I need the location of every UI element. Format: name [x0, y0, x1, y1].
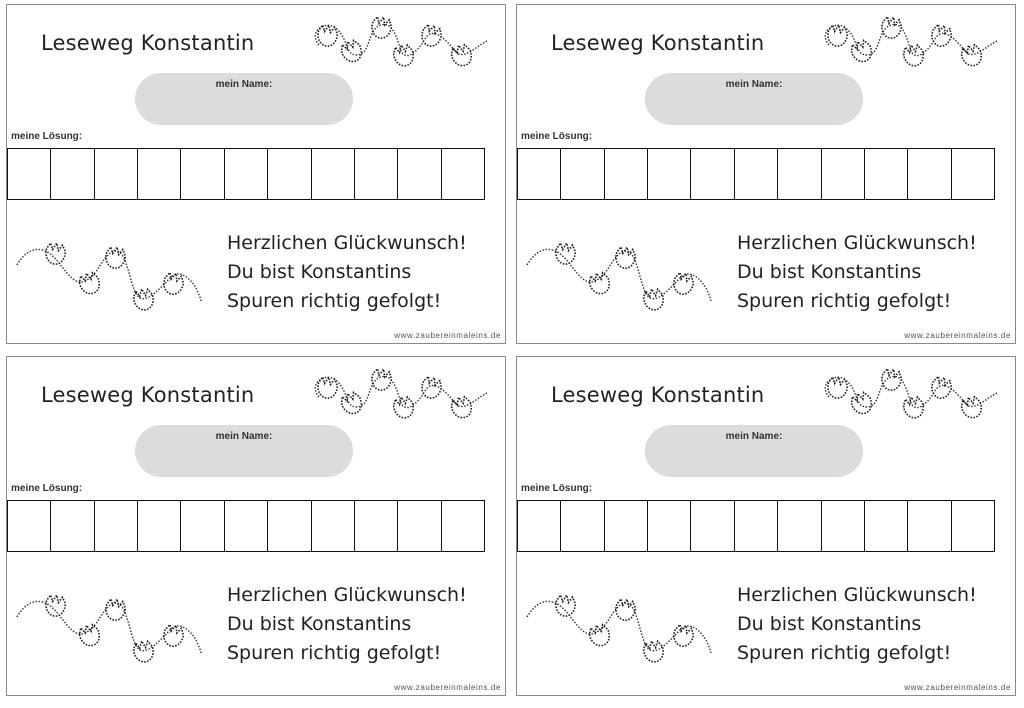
solution-boxes: [517, 500, 995, 552]
footprint-icon: [339, 390, 364, 416]
solution-box[interactable]: [908, 149, 951, 199]
certificate-card-4: [516, 356, 1016, 696]
solution-box[interactable]: [181, 149, 224, 199]
solution-box[interactable]: [865, 149, 908, 199]
solution-box[interactable]: [355, 501, 398, 551]
footprint-icon: [826, 24, 849, 48]
solution-box[interactable]: [648, 501, 691, 551]
footprint-trail-icon: [807, 363, 1007, 433]
card-title: Leseweg Konstantin: [41, 31, 255, 55]
footprint-icon: [826, 376, 849, 400]
congrats-line: Spuren richtig gefolgt!: [227, 642, 442, 664]
footprint-icon: [960, 43, 984, 68]
footer-url: www.zaubereinmaleins.de: [394, 331, 501, 340]
solution-box[interactable]: [908, 501, 951, 551]
solution-box[interactable]: [952, 501, 994, 551]
solution-box[interactable]: [95, 501, 138, 551]
solution-box[interactable]: [605, 501, 648, 551]
footprint-icon: [419, 22, 444, 48]
congrats-line: Herzlichen Glückwunsch!: [737, 232, 977, 254]
footprint-icon: [161, 623, 186, 649]
solution-boxes: [7, 500, 485, 552]
solution-box[interactable]: [735, 149, 778, 199]
footprint-icon: [104, 597, 127, 622]
footprint-trail-icon: [807, 11, 1007, 81]
solution-box[interactable]: [561, 501, 604, 551]
footprint-icon: [671, 623, 696, 649]
footprint-icon: [643, 288, 665, 311]
solution-box[interactable]: [605, 149, 648, 199]
solution-box[interactable]: [95, 149, 138, 199]
footprint-icon: [339, 38, 364, 64]
congrats-line: Herzlichen Glückwunsch!: [227, 232, 467, 254]
footprint-icon: [369, 15, 393, 40]
footprint-icon: [161, 271, 186, 297]
solution-box[interactable]: [778, 501, 821, 551]
solution-box[interactable]: [312, 149, 355, 199]
footprint-icon: [78, 271, 102, 296]
footprint-icon: [902, 43, 925, 67]
footprint-icon: [392, 43, 415, 67]
footer-url: www.zaubereinmaleins.de: [904, 683, 1011, 692]
card-title: Leseweg Konstantin: [551, 383, 765, 407]
certificate-card-2: [516, 4, 1016, 344]
congratulation-text: [737, 229, 977, 316]
congrats-line: Spuren richtig gefolgt!: [737, 642, 952, 664]
footprint-icon: [44, 242, 67, 266]
solution-label: meine Lösung:: [521, 131, 593, 142]
footprint-icon: [643, 640, 665, 663]
solution-box[interactable]: [225, 501, 268, 551]
certificate-card-3: [6, 356, 506, 696]
name-label: mein Name:: [725, 79, 783, 90]
card-title: Leseweg Konstantin: [551, 31, 765, 55]
footprint-icon: [554, 594, 577, 618]
footprint-icon: [588, 271, 612, 296]
footprint-icon: [419, 374, 444, 400]
footprint-icon: [44, 594, 67, 618]
solution-box[interactable]: [442, 149, 484, 199]
congrats-line: Spuren richtig gefolgt!: [227, 290, 442, 312]
solution-box[interactable]: [8, 149, 51, 199]
solution-box[interactable]: [822, 149, 865, 199]
footprint-icon: [614, 597, 637, 622]
name-field[interactable]: [645, 425, 863, 477]
solution-box[interactable]: [268, 501, 311, 551]
footprint-icon: [316, 376, 339, 400]
footprint-icon: [902, 395, 925, 419]
solution-box[interactable]: [778, 149, 821, 199]
footprint-icon: [450, 395, 474, 420]
solution-boxes: [7, 148, 485, 200]
solution-box[interactable]: [691, 501, 734, 551]
footprint-icon: [879, 15, 903, 40]
congratulation-text: [737, 581, 977, 668]
solution-box[interactable]: [518, 501, 561, 551]
solution-box[interactable]: [822, 501, 865, 551]
footprint-icon: [929, 374, 954, 400]
solution-box[interactable]: [51, 149, 94, 199]
footprint-icon: [133, 288, 155, 311]
footer-url: www.zaubereinmaleins.de: [394, 683, 501, 692]
solution-box[interactable]: [138, 501, 181, 551]
congrats-line: Du bist Konstantins: [737, 261, 922, 283]
footprint-icon: [392, 395, 415, 419]
congrats-line: Du bist Konstantins: [227, 613, 412, 635]
footprint-trail-icon: [11, 231, 211, 321]
congratulation-text: [227, 581, 467, 668]
solution-box[interactable]: [355, 149, 398, 199]
solution-box[interactable]: [181, 501, 224, 551]
name-label: mein Name:: [725, 431, 783, 442]
footprint-icon: [554, 242, 577, 266]
name-field[interactable]: [135, 425, 353, 477]
congrats-line: Du bist Konstantins: [737, 613, 922, 635]
solution-box[interactable]: [225, 149, 268, 199]
footprint-icon: [133, 640, 155, 663]
solution-box[interactable]: [952, 149, 994, 199]
footprint-icon: [104, 245, 127, 270]
footprint-icon: [671, 271, 696, 297]
footprint-icon: [849, 38, 874, 64]
solution-box[interactable]: [561, 149, 604, 199]
card-title: Leseweg Konstantin: [41, 383, 255, 407]
congrats-line: Herzlichen Glückwunsch!: [737, 584, 977, 606]
solution-box[interactable]: [268, 149, 311, 199]
solution-box[interactable]: [138, 149, 181, 199]
footprint-icon: [588, 623, 612, 648]
footprint-icon: [929, 22, 954, 48]
footprint-icon: [960, 395, 984, 420]
solution-box[interactable]: [442, 501, 484, 551]
footprint-trail-icon: [297, 11, 497, 81]
solution-box[interactable]: [398, 149, 441, 199]
solution-boxes: [517, 148, 995, 200]
solution-box[interactable]: [51, 501, 94, 551]
footer-url: www.zaubereinmaleins.de: [904, 331, 1011, 340]
footprint-trail-icon: [11, 583, 211, 673]
name-label: mein Name:: [215, 431, 273, 442]
footprint-icon: [614, 245, 637, 270]
name-label: mein Name:: [215, 79, 273, 90]
solution-box[interactable]: [518, 149, 561, 199]
congrats-line: Spuren richtig gefolgt!: [737, 290, 952, 312]
footprint-icon: [369, 367, 393, 392]
solution-box[interactable]: [312, 501, 355, 551]
footprint-icon: [879, 367, 903, 392]
solution-box[interactable]: [8, 501, 51, 551]
footprint-icon: [316, 24, 339, 48]
footprint-trail-icon: [521, 231, 721, 321]
name-field[interactable]: [135, 73, 353, 125]
footprint-icon: [78, 623, 102, 648]
congrats-line: Du bist Konstantins: [227, 261, 412, 283]
congratulation-text: [227, 229, 467, 316]
name-field[interactable]: [645, 73, 863, 125]
congrats-line: Herzlichen Glückwunsch!: [227, 584, 467, 606]
footprint-trail-icon: [297, 363, 497, 433]
solution-label: meine Lösung:: [521, 483, 593, 494]
solution-box[interactable]: [735, 501, 778, 551]
solution-label: meine Lösung:: [11, 483, 83, 494]
solution-box[interactable]: [398, 501, 441, 551]
footprint-icon: [849, 390, 874, 416]
solution-box[interactable]: [648, 149, 691, 199]
footprint-trail-icon: [521, 583, 721, 673]
solution-box[interactable]: [865, 501, 908, 551]
certificate-card-1: [6, 4, 506, 344]
footprint-icon: [450, 43, 474, 68]
solution-box[interactable]: [691, 149, 734, 199]
solution-label: meine Lösung:: [11, 131, 83, 142]
